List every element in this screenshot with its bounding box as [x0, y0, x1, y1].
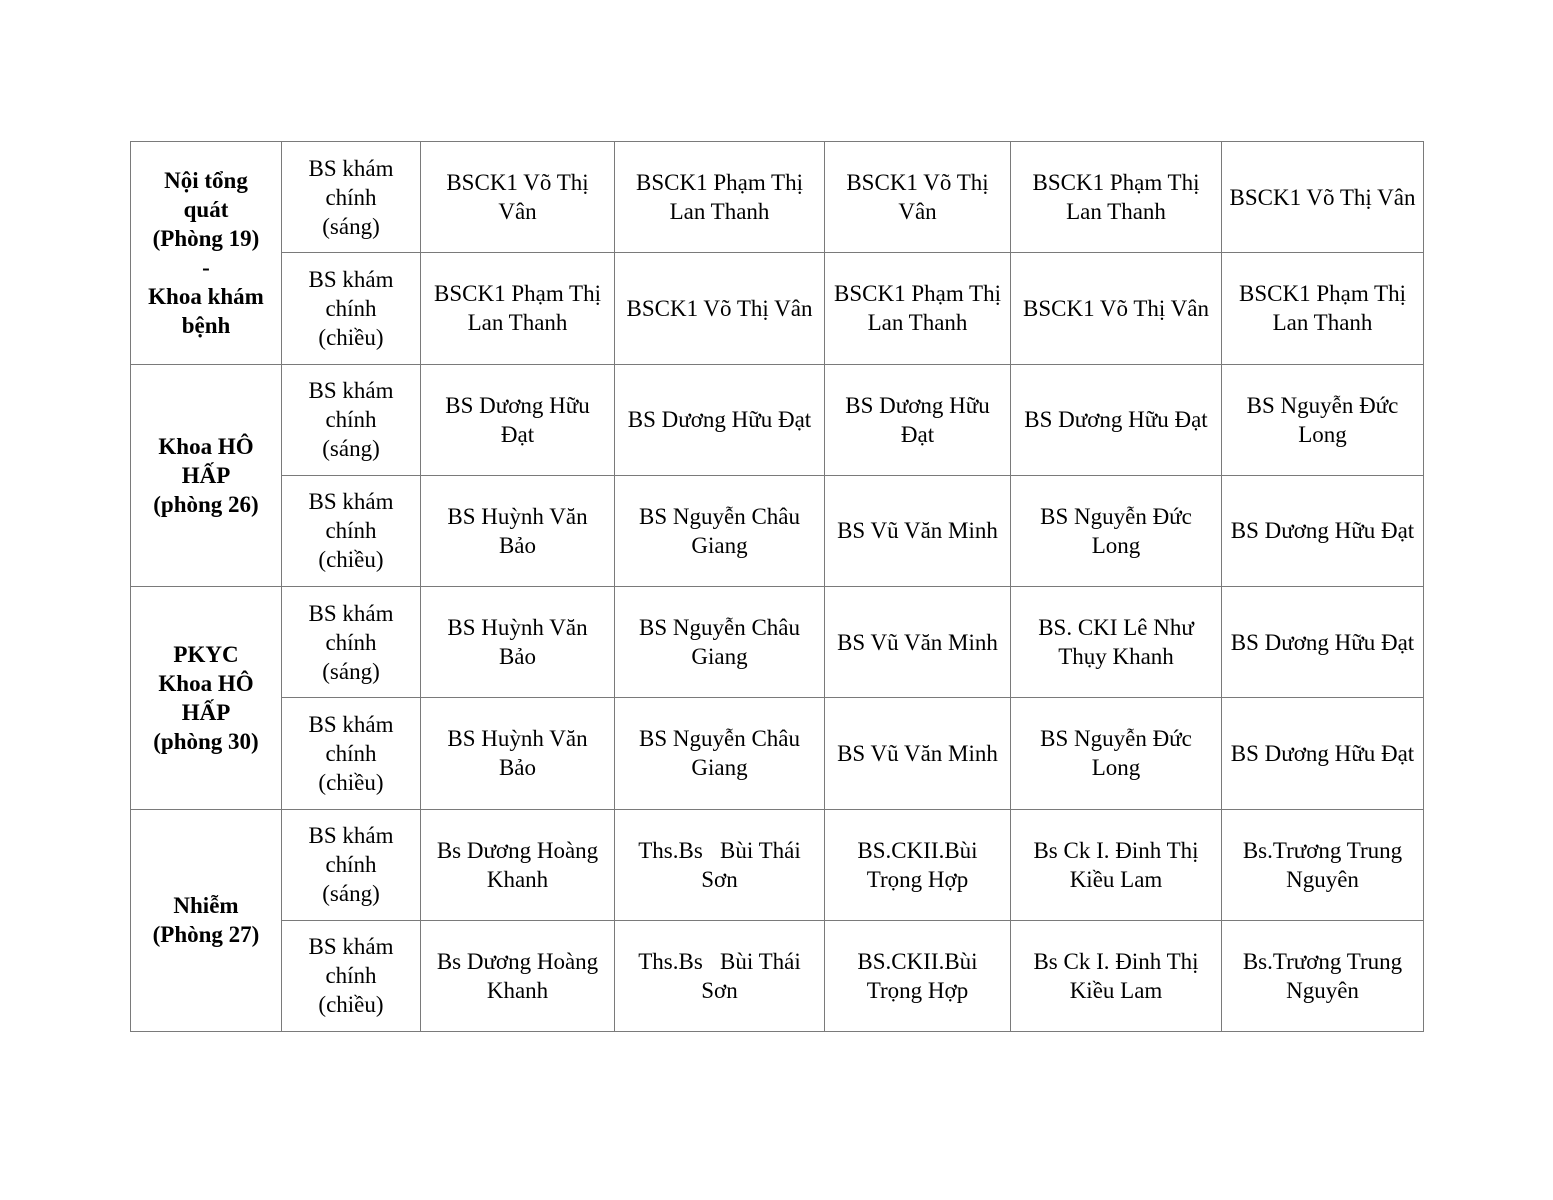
- doctor-name: BSCK1 Phạm Thị Lan Thanh: [1239, 281, 1412, 336]
- department-line: (Phòng 27): [152, 922, 260, 948]
- shift-line: BS khám: [308, 711, 394, 737]
- doctor-cell: [1222, 587, 1424, 698]
- shift-line: chính: [325, 518, 377, 544]
- shift-cell: [282, 253, 421, 364]
- doctor-cell: [421, 920, 615, 1031]
- doctor-cell: [421, 809, 615, 920]
- doctor-name: BS Dương Hữu Đạt: [1230, 740, 1415, 766]
- doctor-cell: [421, 364, 615, 475]
- department-line: Nội tổng: [164, 167, 248, 193]
- department-line: PKYC: [173, 641, 239, 667]
- doctor-cell: [421, 587, 615, 698]
- doctor-name: BS Dương Hữu Đạt: [1024, 407, 1208, 433]
- shift-line: chính: [325, 407, 377, 433]
- doctor-name: BS Huỳnh Văn Bảo: [447, 615, 594, 670]
- shift-cell: [282, 475, 421, 586]
- doctor-name: BS Nguyễn Châu Giang: [639, 615, 806, 670]
- doctor-cell: [1222, 475, 1424, 586]
- shift-line: chính: [325, 740, 377, 766]
- shift-cell: [282, 698, 421, 809]
- doctor-name: Ths.Bs Bùi Thái Sơn: [638, 837, 807, 892]
- schedule-row: [131, 587, 1424, 698]
- schedule-row: [131, 809, 1424, 920]
- shift-cell: [282, 142, 421, 253]
- doctor-name: BS.CKII.Bùi Trọng Hợp: [857, 837, 983, 892]
- doctor-name: Bs Ck I. Đinh Thị Kiều Lam: [1033, 837, 1205, 892]
- doctor-name: BS Dương Hữu Đạt: [1230, 629, 1415, 655]
- shift-line: BS khám: [308, 155, 394, 181]
- doctor-name: BS Nguyễn Châu Giang: [639, 503, 806, 558]
- department-line: Khoa HÔ: [158, 670, 254, 696]
- doctor-cell: [1011, 142, 1222, 253]
- shift-line: BS khám: [308, 823, 394, 849]
- doctor-cell: [421, 698, 615, 809]
- department-line: (Phòng 19): [152, 225, 260, 251]
- doctor-name: BSCK1 Phạm Thị Lan Thanh: [1032, 170, 1206, 225]
- shift-line: chính: [325, 295, 377, 321]
- doctor-name: BS Dương Hữu Đạt: [1230, 518, 1415, 544]
- doctor-schedule-table: [130, 141, 1424, 1032]
- shift-line: chính: [325, 184, 377, 210]
- shift-line: (chiều): [318, 324, 384, 350]
- shift-line: (sáng): [322, 658, 380, 684]
- schedule-row: [131, 920, 1424, 1031]
- shift-line: BS khám: [308, 934, 394, 960]
- doctor-name: Ths.Bs Bùi Thái Sơn: [638, 948, 807, 1003]
- doctor-cell: [421, 475, 615, 586]
- doctor-name: BSCK1 Võ Thị Vân: [846, 170, 994, 225]
- doctor-name: BS. CKI Lê Như Thụy Khanh: [1038, 615, 1200, 670]
- doctor-name: BS Dương Hữu Đạt: [445, 392, 596, 447]
- doctor-cell: [615, 920, 825, 1031]
- doctor-cell: [825, 475, 1011, 586]
- shift-cell: [282, 809, 421, 920]
- doctor-name: BS Nguyễn Đức Long: [1040, 726, 1198, 781]
- doctor-cell: [1222, 920, 1424, 1031]
- schedule-body: [131, 142, 1424, 1032]
- doctor-name: Bs.Trương Trung Nguyên: [1242, 948, 1408, 1003]
- shift-line: (chiều): [318, 992, 384, 1018]
- doctor-name: Bs Dương Hoàng Khanh: [436, 948, 604, 1003]
- department-line: (phòng 30): [153, 728, 259, 754]
- shift-line: (sáng): [322, 213, 380, 239]
- doctor-cell: [825, 587, 1011, 698]
- doctor-name: Bs Ck I. Đinh Thị Kiều Lam: [1033, 948, 1205, 1003]
- doctor-cell: [1222, 253, 1424, 364]
- department-line: HẤP: [181, 699, 231, 725]
- doctor-cell: [615, 364, 825, 475]
- doctor-cell: [1011, 809, 1222, 920]
- doctor-name: BSCK1 Võ Thị Vân: [626, 295, 813, 321]
- department-cell: [131, 364, 282, 587]
- doctor-name: BS Dương Hữu Đạt: [627, 407, 812, 433]
- shift-line: chính: [325, 629, 377, 655]
- doctor-cell: [615, 809, 825, 920]
- doctor-name: BS Vũ Văn Minh: [837, 740, 998, 766]
- department-line: bệnh: [181, 312, 231, 338]
- shift-line: chính: [325, 963, 377, 989]
- doctor-name: BS Vũ Văn Minh: [837, 518, 998, 544]
- doctor-cell: [825, 364, 1011, 475]
- doctor-cell: [1011, 364, 1222, 475]
- doctor-cell: [825, 698, 1011, 809]
- doctor-name: BS Nguyễn Châu Giang: [639, 726, 806, 781]
- doctor-cell: [1011, 475, 1222, 586]
- shift-line: BS khám: [308, 600, 394, 626]
- doctor-cell: [1011, 253, 1222, 364]
- department-line: Nhiễm: [173, 893, 239, 919]
- department-line: -: [202, 254, 210, 280]
- shift-line: (chiều): [318, 769, 384, 795]
- department-line: Khoa khám: [148, 283, 264, 309]
- schedule-row: [131, 142, 1424, 253]
- doctor-name: BS.CKII.Bùi Trọng Hợp: [857, 948, 983, 1003]
- doctor-name: BS Huỳnh Văn Bảo: [447, 503, 594, 558]
- doctor-name: BSCK1 Võ Thị Vân: [1229, 184, 1416, 210]
- department-cell: [131, 809, 282, 1032]
- shift-line: (sáng): [322, 436, 380, 462]
- department-line: HẤP: [181, 462, 231, 488]
- department-cell: [131, 587, 282, 810]
- schedule-row: [131, 698, 1424, 809]
- doctor-name: BSCK1 Võ Thị Vân: [1023, 295, 1209, 321]
- doctor-cell: [421, 142, 615, 253]
- shift-cell: [282, 587, 421, 698]
- doctor-name: BSCK1 Phạm Thị Lan Thanh: [434, 281, 607, 336]
- department-line: Khoa HÔ: [158, 433, 254, 459]
- doctor-cell: [825, 142, 1011, 253]
- shift-line: (sáng): [322, 881, 380, 907]
- doctor-cell: [1011, 587, 1222, 698]
- doctor-cell: [1222, 364, 1424, 475]
- doctor-name: Bs Dương Hoàng Khanh: [436, 837, 604, 892]
- doctor-cell: [615, 587, 825, 698]
- doctor-cell: [1222, 809, 1424, 920]
- doctor-cell: [1011, 698, 1222, 809]
- doctor-cell: [1011, 920, 1222, 1031]
- doctor-cell: [825, 809, 1011, 920]
- doctor-name: BS Huỳnh Văn Bảo: [447, 726, 594, 781]
- doctor-name: BS Nguyễn Đức Long: [1246, 392, 1405, 447]
- doctor-cell: [1222, 142, 1424, 253]
- doctor-cell: [615, 253, 825, 364]
- doctor-name: BSCK1 Võ Thị Vân: [446, 170, 594, 225]
- doctor-cell: [1222, 698, 1424, 809]
- shift-cell: [282, 920, 421, 1031]
- department-cell: [131, 142, 282, 365]
- schedule-row: [131, 364, 1424, 475]
- shift-line: BS khám: [308, 489, 394, 515]
- shift-line: (chiều): [318, 547, 384, 573]
- shift-line: chính: [325, 852, 377, 878]
- doctor-name: BSCK1 Phạm Thị Lan Thanh: [834, 281, 1007, 336]
- doctor-name: BS Vũ Văn Minh: [837, 629, 998, 655]
- department-line: quát: [183, 196, 229, 222]
- schedule-row: [131, 475, 1424, 586]
- doctor-name: BS Nguyễn Đức Long: [1040, 503, 1198, 558]
- doctor-cell: [615, 142, 825, 253]
- doctor-cell: [615, 475, 825, 586]
- doctor-cell: [421, 253, 615, 364]
- shift-line: BS khám: [308, 378, 394, 404]
- doctor-cell: [825, 920, 1011, 1031]
- department-line: (phòng 26): [153, 491, 259, 517]
- doctor-name: BSCK1 Phạm Thị Lan Thanh: [636, 170, 809, 225]
- shift-line: BS khám: [308, 266, 394, 292]
- shift-cell: [282, 364, 421, 475]
- doctor-cell: [825, 253, 1011, 364]
- doctor-name: BS Dương Hữu Đạt: [845, 392, 996, 447]
- doctor-name: Bs.Trương Trung Nguyên: [1242, 837, 1408, 892]
- doctor-cell: [615, 698, 825, 809]
- schedule-row: [131, 253, 1424, 364]
